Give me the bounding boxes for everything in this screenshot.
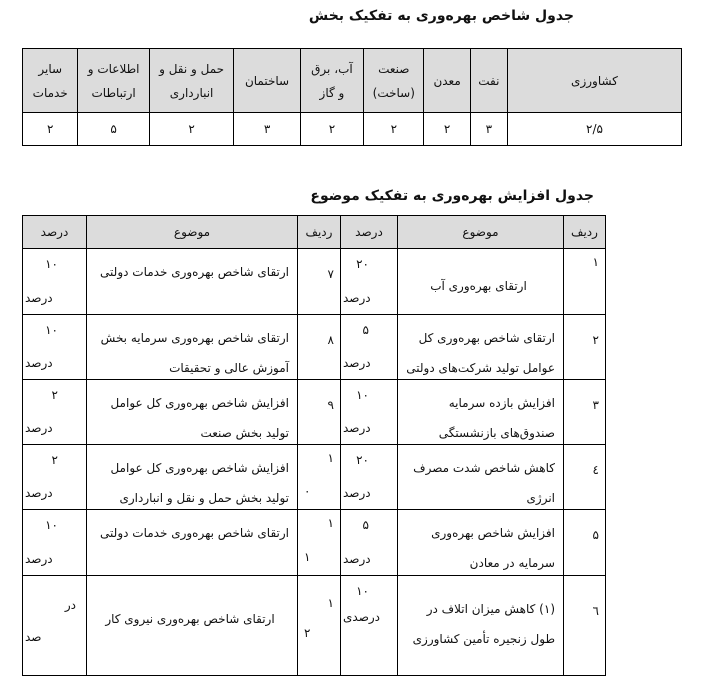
topic-productivity-table bbox=[22, 215, 606, 676]
subject-cell: افزایش شاخص بهره‌وری کل عوامل تولید بخش حمل و نقل و انبارداری bbox=[87, 445, 298, 510]
subject-cell: ارتقای شاخص بهره‌وری خدمات دولتی bbox=[87, 249, 298, 315]
subject-cell: افزایش بازده سرمایه صندوق‌های بازنشستگی bbox=[398, 380, 564, 445]
value-industry: ۲ bbox=[364, 113, 424, 146]
percent-cell: ۲ درصد bbox=[23, 380, 87, 445]
radif-cell: ۵ bbox=[564, 510, 606, 576]
radif-cell: ۷ bbox=[298, 249, 341, 315]
header-subject-left: موضوع bbox=[87, 216, 298, 249]
header-subject-right: موضوع bbox=[398, 216, 564, 249]
header-other-services: سایر خدمات bbox=[23, 49, 78, 113]
header-agriculture: کشاورزی bbox=[507, 49, 681, 113]
radif-cell: ۱ bbox=[564, 249, 606, 315]
sector-productivity-table bbox=[22, 48, 682, 146]
radif-cell: ۳ bbox=[564, 380, 606, 445]
subject-cell: ارتقای شاخص بهره‌وری نیروی کار bbox=[87, 576, 298, 676]
value-transport: ۲ bbox=[149, 113, 234, 146]
value-oil: ۳ bbox=[470, 113, 507, 146]
value-agriculture: ۲/۵ bbox=[507, 113, 681, 146]
header-radif-right: ردیف bbox=[564, 216, 606, 249]
percent-cell: ۲۰ درصد bbox=[341, 445, 398, 510]
radif-cell: ۱ ۱ bbox=[298, 510, 341, 576]
subject-cell: افزایش شاخص بهره‌وری سرمایه در معادن bbox=[398, 510, 564, 576]
table-row bbox=[23, 249, 606, 315]
table-row bbox=[23, 380, 606, 445]
radif-cell: ۱ ۰ bbox=[298, 445, 341, 510]
percent-cell: ۵ درصد bbox=[341, 315, 398, 380]
header-percent-right: درصد bbox=[341, 216, 398, 249]
radif-cell: ۲ bbox=[564, 315, 606, 380]
header-transport: حمل و نقل و انبارداری bbox=[149, 49, 234, 113]
header-construction: ساختمان bbox=[234, 49, 300, 113]
subject-cell: ارتقای بهره‌وری آب bbox=[398, 249, 564, 315]
header-ict: اطلاعات و ارتباطات bbox=[78, 49, 149, 113]
value-utilities: ۲ bbox=[300, 113, 363, 146]
value-construction: ۳ bbox=[234, 113, 300, 146]
header-percent-left: درصد bbox=[23, 216, 87, 249]
topic-table-title: جدول افزایش بهره‌وری به تفکیک موضوع bbox=[310, 188, 594, 204]
subject-cell: کاهش شاخص شدت مصرف انرژی bbox=[398, 445, 564, 510]
value-mining: ۲ bbox=[424, 113, 470, 146]
sector-table-title: جدول شاخص بهره‌وری به تفکیک بخش bbox=[308, 8, 574, 24]
header-mining: معدن bbox=[424, 49, 470, 113]
radif-cell: ۸ bbox=[298, 315, 341, 380]
sector-values-row bbox=[23, 113, 682, 146]
table-row bbox=[23, 445, 606, 510]
subject-cell: ارتقای شاخص بهره‌وری سرمایه بخش آموزش عالی و تحقیقات bbox=[87, 315, 298, 380]
header-utilities: آب، برق و گاز bbox=[300, 49, 363, 113]
radif-cell: ۱ ۲ bbox=[298, 576, 341, 676]
percent-cell: ۱۰ درصد bbox=[23, 510, 87, 576]
radif-cell: ۹ bbox=[298, 380, 341, 445]
percent-cell: ۵ درصد bbox=[341, 510, 398, 576]
header-industry: صنعت (ساخت) bbox=[364, 49, 424, 113]
value-other-services: ۲ bbox=[23, 113, 78, 146]
table-row bbox=[23, 510, 606, 576]
subject-cell: ارتقای شاخص بهره‌وری کل عوامل تولید شرکت‌های دولتی bbox=[398, 315, 564, 380]
radif-cell: ٤ bbox=[564, 445, 606, 510]
percent-cell: ۲۰ درصد bbox=[341, 249, 398, 315]
subject-cell: ارتقای شاخص بهره‌وری خدمات دولتی bbox=[87, 510, 298, 576]
percent-cell: ۱۰ درصد bbox=[23, 249, 87, 315]
percent-cell: ۱۰ درصد bbox=[23, 315, 87, 380]
percent-cell: ۱۰ درصدی bbox=[341, 576, 398, 676]
radif-cell: ٦ bbox=[564, 576, 606, 676]
percent-cell: ۱۰ درصد bbox=[341, 380, 398, 445]
header-radif-left: ردیف bbox=[298, 216, 341, 249]
value-ict: ۵ bbox=[78, 113, 149, 146]
percent-cell: در صد bbox=[23, 576, 87, 676]
table-row bbox=[23, 576, 606, 676]
subject-cell: (۱) کاهش میزان اتلاف در طول زنجیره تأمین کشاورزی bbox=[398, 576, 564, 676]
table-row bbox=[23, 315, 606, 380]
sector-header-row bbox=[23, 49, 682, 113]
subject-cell: افزایش شاخص بهره‌وری کل عوامل تولید بخش صنعت bbox=[87, 380, 298, 445]
percent-cell: ۲ درصد bbox=[23, 445, 87, 510]
topic-header-row bbox=[23, 216, 606, 249]
header-oil: نفت bbox=[470, 49, 507, 113]
